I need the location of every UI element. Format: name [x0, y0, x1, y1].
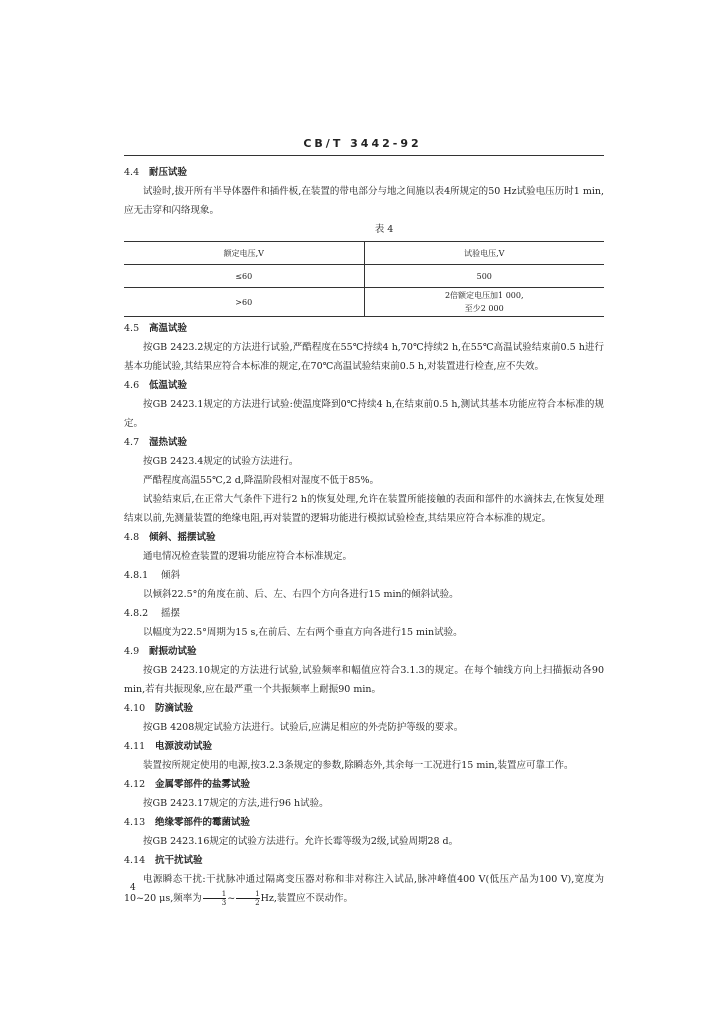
- section-number: 4.8.1: [124, 570, 149, 581]
- section-4-4-text: 试验时,拔开所有半导体器件和插件板,在装置的带电部分与地之间施以表4所规定的50 Hz试验电压历时1 min,应无击穿和闪络现象。: [124, 186, 604, 216]
- table-cell-multiline: [364, 288, 604, 317]
- section-4-7-text-3: 试验结束后,在正常大气条件下进行2 h的恢复处理,允许在装置所能接触的表面和部件的水滴抹去,在恢复处理结束以前,先测量装置的绝缘电阻,再对装置的逻辑功能进行模拟试验检查,其结果应符合本标准的规定。: [124, 494, 604, 524]
- section-number: 4.5: [124, 323, 140, 334]
- table-cell: >60: [124, 288, 364, 317]
- section-number: 4.4: [124, 167, 140, 178]
- section-title: 低温试验: [149, 380, 188, 391]
- section-number: 4.14: [124, 855, 146, 866]
- document-body: [124, 163, 604, 908]
- section-4-5-heading: [124, 319, 604, 338]
- table-4: [124, 241, 604, 317]
- section-4-5-text: 按GB 2423.2规定的方法进行试验,严酷程度在55℃持续4 h,70℃持续2 h,在55℃高温试验结束前0.5 h进行基本功能试验,其结果应符合本标准的规定,在70℃高温试验结束前0.5 h,对装置进行检查,应不失效。: [124, 342, 604, 372]
- section-4-9-text: 按GB 2423.10规定的方法进行试验,试验频率和幅值应符合3.1.3的规定。在每个轴线方向上扫描振动各90 min,若有共振现象,应在最严重一个共振频率上耐振90 min。: [124, 665, 604, 695]
- section-number: 4.10: [124, 703, 146, 714]
- section-title: 绝缘零部件的霉菌试验: [155, 817, 251, 828]
- section-number: 4.7: [124, 437, 140, 448]
- section-4-8-heading: [124, 528, 604, 547]
- section-4-10-text: 按GB 4208规定试验方法进行。试验后,应满足相应的外壳防护等级的要求。: [143, 722, 464, 733]
- section-number: 4.9: [124, 646, 140, 657]
- section-title: 电源波动试验: [155, 741, 213, 752]
- section-4-11-heading: [124, 737, 604, 756]
- section-title: 高温试验: [149, 323, 188, 334]
- section-4-8-2-text: 以幅度为22.5°周期为15 s,在前后、左右两个垂直方向各进行15 min试验。: [143, 627, 463, 638]
- section-title: 防滴试验: [155, 703, 194, 714]
- section-4-8-1-text: 以倾斜22.5°的角度在前、后、左、右四个方向各进行15 min的倾斜试验。: [143, 589, 459, 600]
- section-4-14-heading: [124, 851, 604, 870]
- fraction-one-third: [203, 890, 226, 907]
- section-4-7-text-1: 按GB 2423.4规定的试验方法进行。: [143, 456, 299, 467]
- section-title: 倾斜、摇摆试验: [149, 532, 216, 543]
- section-4-7-heading: [124, 433, 604, 452]
- table-row: [124, 288, 604, 317]
- section-title: 湿热试验: [149, 437, 188, 448]
- table-cell-line: 至少2 000: [464, 304, 504, 313]
- fraction-numerator: 1: [221, 890, 227, 898]
- table-row: [124, 265, 604, 288]
- section-4-10-heading: [124, 699, 604, 718]
- section-number: 4.12: [124, 779, 146, 790]
- section-4-11-text: 装置按所规定使用的电源,按3.2.3条规定的参数,除瞬态外,其余每一工况进行15 min,装置应可靠工作。: [143, 760, 574, 771]
- section-title: 耐振动试验: [149, 646, 197, 657]
- section-4-12-heading: [124, 775, 604, 794]
- fraction-numerator: 1: [255, 890, 260, 898]
- section-title: 金属零部件的盐雾试验: [155, 779, 251, 790]
- section-4-6-heading: [124, 376, 604, 395]
- section-4-6-text: 按GB 2423.1规定的方法进行试验:使温度降到0℃持续4 h,在结束前0.5 h,测试其基本功能应符合本标准的规定。: [124, 399, 604, 429]
- section-4-13-text: 按GB 2423.16规定的试验方法进行。允许长霉等级为2级,试验周期28 d。: [143, 836, 459, 847]
- standard-code-header: CB/T 3442-92: [303, 137, 422, 150]
- section-4-14-text: [124, 870, 604, 908]
- section-title: 耐压试验: [149, 167, 188, 178]
- section-number: 4.11: [124, 741, 146, 752]
- fraction-denominator: 3: [203, 898, 226, 907]
- section-number: 4.8.2: [124, 608, 149, 619]
- section-number: 4.13: [124, 817, 146, 828]
- section-4-7-text-2: 严酷程度高温55℃,2 d,降温阶段相对湿度不低于85%。: [143, 475, 380, 486]
- text-run: 电源瞬态干扰:干扰脉冲通过隔离变压器对称和非对称注入试品,脉冲峰值400 V(低压产品为100 V),宽度为10~20 μs,频率为: [124, 874, 604, 904]
- table-cell: 500: [364, 265, 604, 288]
- table-cell: ≤60: [124, 265, 364, 288]
- header-rule: [124, 155, 604, 156]
- fraction-denominator: 2: [236, 898, 259, 907]
- table-4-caption: 表 4: [374, 224, 394, 235]
- section-4-8-text: 通电情况检查装置的逻辑功能应符合本标准规定。: [143, 551, 353, 562]
- table-header-row: [124, 242, 604, 265]
- fraction-one-half: [236, 890, 259, 907]
- table-cell-line: 2倍额定电压加1 000,: [444, 291, 524, 300]
- section-4-4-heading: [124, 163, 604, 182]
- section-title: 倾斜: [161, 570, 181, 581]
- text-run: Hz,装置应不误动作。: [260, 893, 353, 904]
- section-number: 4.6: [124, 380, 140, 391]
- section-number: 4.8: [124, 532, 140, 543]
- section-title: 抗干扰试验: [155, 855, 203, 866]
- section-title: 摇摆: [161, 608, 181, 619]
- table-header-rated-voltage: 额定电压,V: [124, 242, 364, 265]
- section-4-12-text: 按GB 2423.17规定的方法,进行96 h试验。: [143, 798, 329, 809]
- section-4-9-heading: [124, 642, 604, 661]
- page-number: 4: [130, 883, 136, 893]
- section-4-8-2-heading: [124, 604, 604, 623]
- table-header-test-voltage: 试验电压,V: [364, 242, 604, 265]
- section-4-8-1-heading: [124, 566, 604, 585]
- range-tilde: ~: [227, 893, 236, 904]
- section-4-13-heading: [124, 813, 604, 832]
